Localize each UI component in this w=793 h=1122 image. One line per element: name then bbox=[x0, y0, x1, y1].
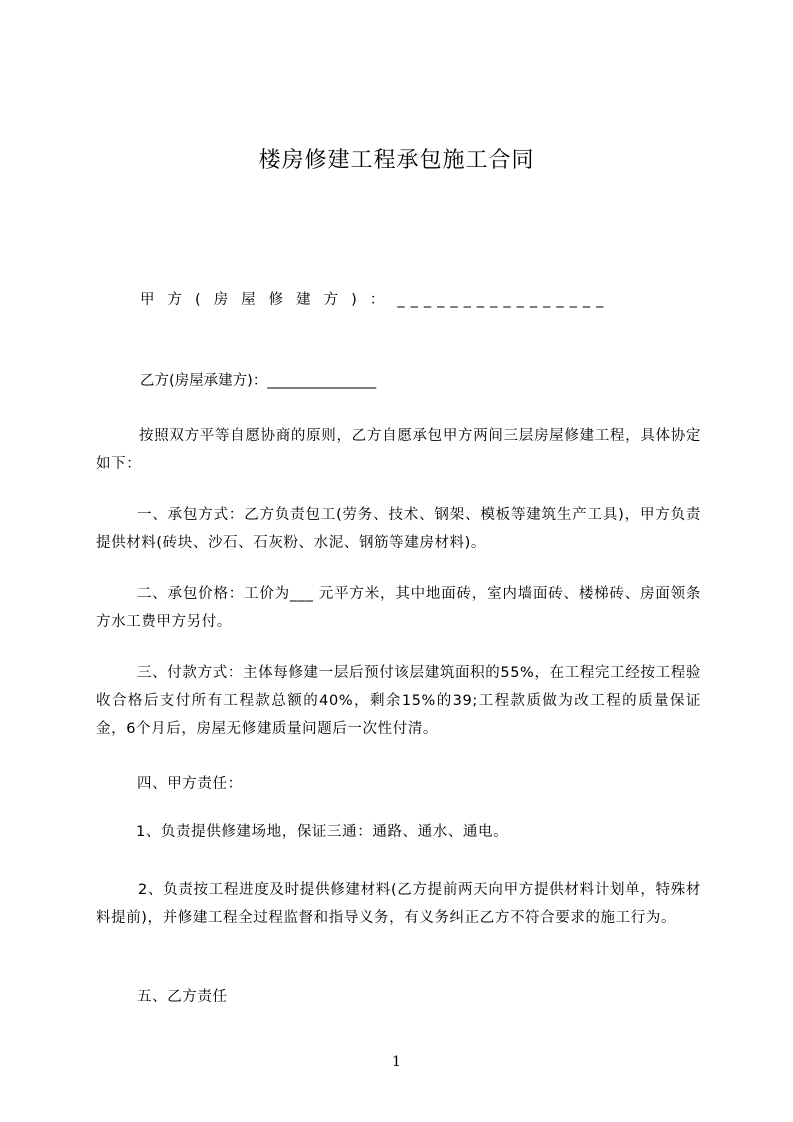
clause-4-heading: 四、甲方责任： bbox=[137, 776, 243, 792]
clause-2-paragraph: 二、承包价格：工价为___ 元平方米，其中地面砖，室内墙面砖、楼梯砖、房面领条方水工费甲方另付。 bbox=[96, 586, 701, 630]
intro-paragraph: 按照双方平等自愿协商的原则，乙方自愿承包甲方两间三层房屋修建工程，具体协定如下： bbox=[96, 428, 701, 472]
clause-5-heading: 五、乙方责任 bbox=[137, 989, 228, 1005]
clause-4-item-1: 1、负责提供修建场地，保证三通：通路、通水、通电。 bbox=[136, 824, 509, 840]
party-a-label: 甲方(房屋修建方)： bbox=[140, 292, 398, 308]
party-b-line bbox=[140, 369, 376, 390]
page-number: 1 bbox=[392, 1054, 401, 1070]
clause-3-paragraph: 三、付款方式：主体每修建一层后预付该层建筑面积的55%，在工程完工经按工程验收合格后支付所有工程款总额的40%，剩余15%的39;工程款质做为改工程的质量保证金，6个月后，房屋无修建质量问题后一次性付清。 bbox=[96, 665, 701, 737]
party-a-blank: ________________ bbox=[397, 292, 610, 308]
clause-1-paragraph: 一、承包方式：乙方负责包工(劳务、技术、钢架、模板等建筑生产工具)，甲方负责提供材料(砖块、沙石、石灰粉、水泥、钢筋等建房材料)。 bbox=[96, 507, 701, 551]
party-b-blank: _______________ bbox=[267, 373, 377, 389]
party-b-label: 乙方(房屋承建方)： bbox=[140, 373, 268, 389]
party-a-line bbox=[140, 288, 705, 309]
document-title: 楼房修建工程承包施工合同 bbox=[258, 148, 535, 173]
clause-4-item-2: 2、负责按工程进度及时提供修建材料(乙方提前两天向甲方提供材料计划单，特殊材料提前)，并修建工程全过程监督和指导义务，有义务纠正乙方不符合要求的施工行为。 bbox=[96, 882, 701, 926]
